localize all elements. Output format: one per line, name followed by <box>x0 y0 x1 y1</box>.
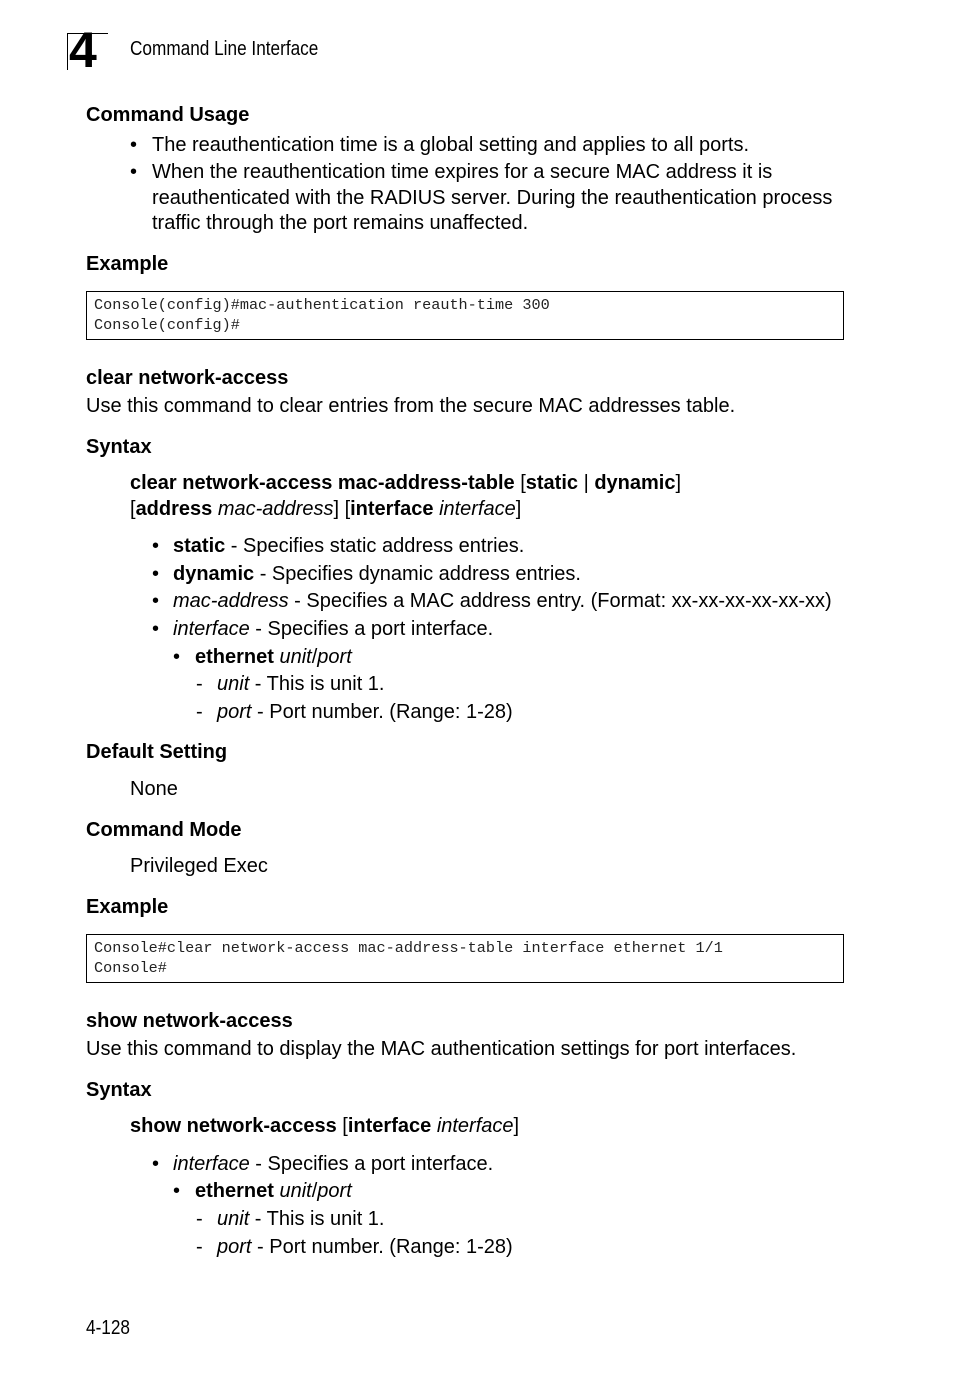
bullet-icon: • <box>130 161 138 183</box>
example-heading: Example <box>86 253 169 275</box>
param-dynamic: dynamic - Specifies dynamic address entries. <box>173 563 581 585</box>
show-network-access-title: show network-access <box>86 1010 293 1032</box>
usage-bullet-2-line-2: reauthenticated with the RADIUS server. During the reauthentication process <box>152 187 833 209</box>
running-header-title: Command Line Interface <box>130 38 319 60</box>
param-mac-address: mac-address - Specifies a MAC address entry. (Format: xx-xx-xx-xx-xx-xx) <box>173 590 832 612</box>
param-static: static - Specifies static address entries. <box>173 535 525 557</box>
param-port: port - Port number. (Range: 1-28) <box>217 1236 513 1258</box>
default-setting-heading: Default Setting <box>86 741 228 763</box>
code-line: Console(config)#mac-authentication reauth-time 300 <box>94 296 550 314</box>
command-usage-heading: Command Usage <box>86 104 250 126</box>
dash-icon: - <box>196 1236 203 1258</box>
code-example-clear <box>86 934 844 983</box>
clear-syntax-line-2: [address mac-address] [interface interface] <box>130 498 522 520</box>
param-interface: interface - Specifies a port interface. <box>173 618 494 640</box>
param-unit: unit - This is unit 1. <box>217 673 385 695</box>
example-heading: Example <box>86 896 169 918</box>
clear-syntax-line-1: clear network-access mac-address-table [static | dynamic] <box>130 472 682 494</box>
param-ethernet: ethernet unit/port <box>195 646 352 668</box>
usage-bullet-2-line-3: traffic through the port remains unaffected. <box>152 212 529 234</box>
bullet-icon: • <box>173 1180 181 1202</box>
clear-network-access-description: Use this command to clear entries from the secure MAC addresses table. <box>86 395 736 417</box>
command-mode-heading: Command Mode <box>86 819 242 841</box>
param-ethernet: ethernet unit/port <box>195 1180 352 1202</box>
clear-network-access-title: clear network-access <box>86 367 289 389</box>
bullet-icon: • <box>130 134 138 156</box>
bullet-icon: • <box>152 618 160 640</box>
code-line: Console(config)# <box>94 316 240 334</box>
show-network-access-description: Use this command to display the MAC authentication settings for port interfaces. <box>86 1038 797 1060</box>
code-line: Console#clear network-access mac-address-table interface ethernet 1/1 <box>94 939 723 957</box>
dash-icon: - <box>196 1208 203 1230</box>
param-interface: interface - Specifies a port interface. <box>173 1153 494 1175</box>
bullet-icon: • <box>152 1153 160 1175</box>
usage-bullet-2-line-1: When the reauthentication time expires for a secure MAC address it is <box>152 161 773 183</box>
bullet-icon: • <box>152 535 160 557</box>
code-line: Console# <box>94 959 167 977</box>
code-example-reauth <box>86 291 844 340</box>
usage-bullet-1: The reauthentication time is a global setting and applies to all ports. <box>152 134 750 156</box>
dash-icon: - <box>196 673 203 695</box>
bullet-icon: • <box>173 646 181 668</box>
show-syntax-line: show network-access [interface interface] <box>130 1115 520 1137</box>
bullet-icon: • <box>152 563 160 585</box>
syntax-heading: Syntax <box>86 1079 152 1101</box>
page-number: 4-128 <box>86 1317 130 1339</box>
default-setting-value: None <box>130 778 178 800</box>
syntax-heading: Syntax <box>86 436 152 458</box>
param-port: port - Port number. (Range: 1-28) <box>217 701 513 723</box>
param-unit: unit - This is unit 1. <box>217 1208 385 1230</box>
dash-icon: - <box>196 701 203 723</box>
bullet-icon: • <box>152 590 160 612</box>
chapter-number: 4 <box>69 22 97 78</box>
command-mode-value: Privileged Exec <box>130 855 268 877</box>
